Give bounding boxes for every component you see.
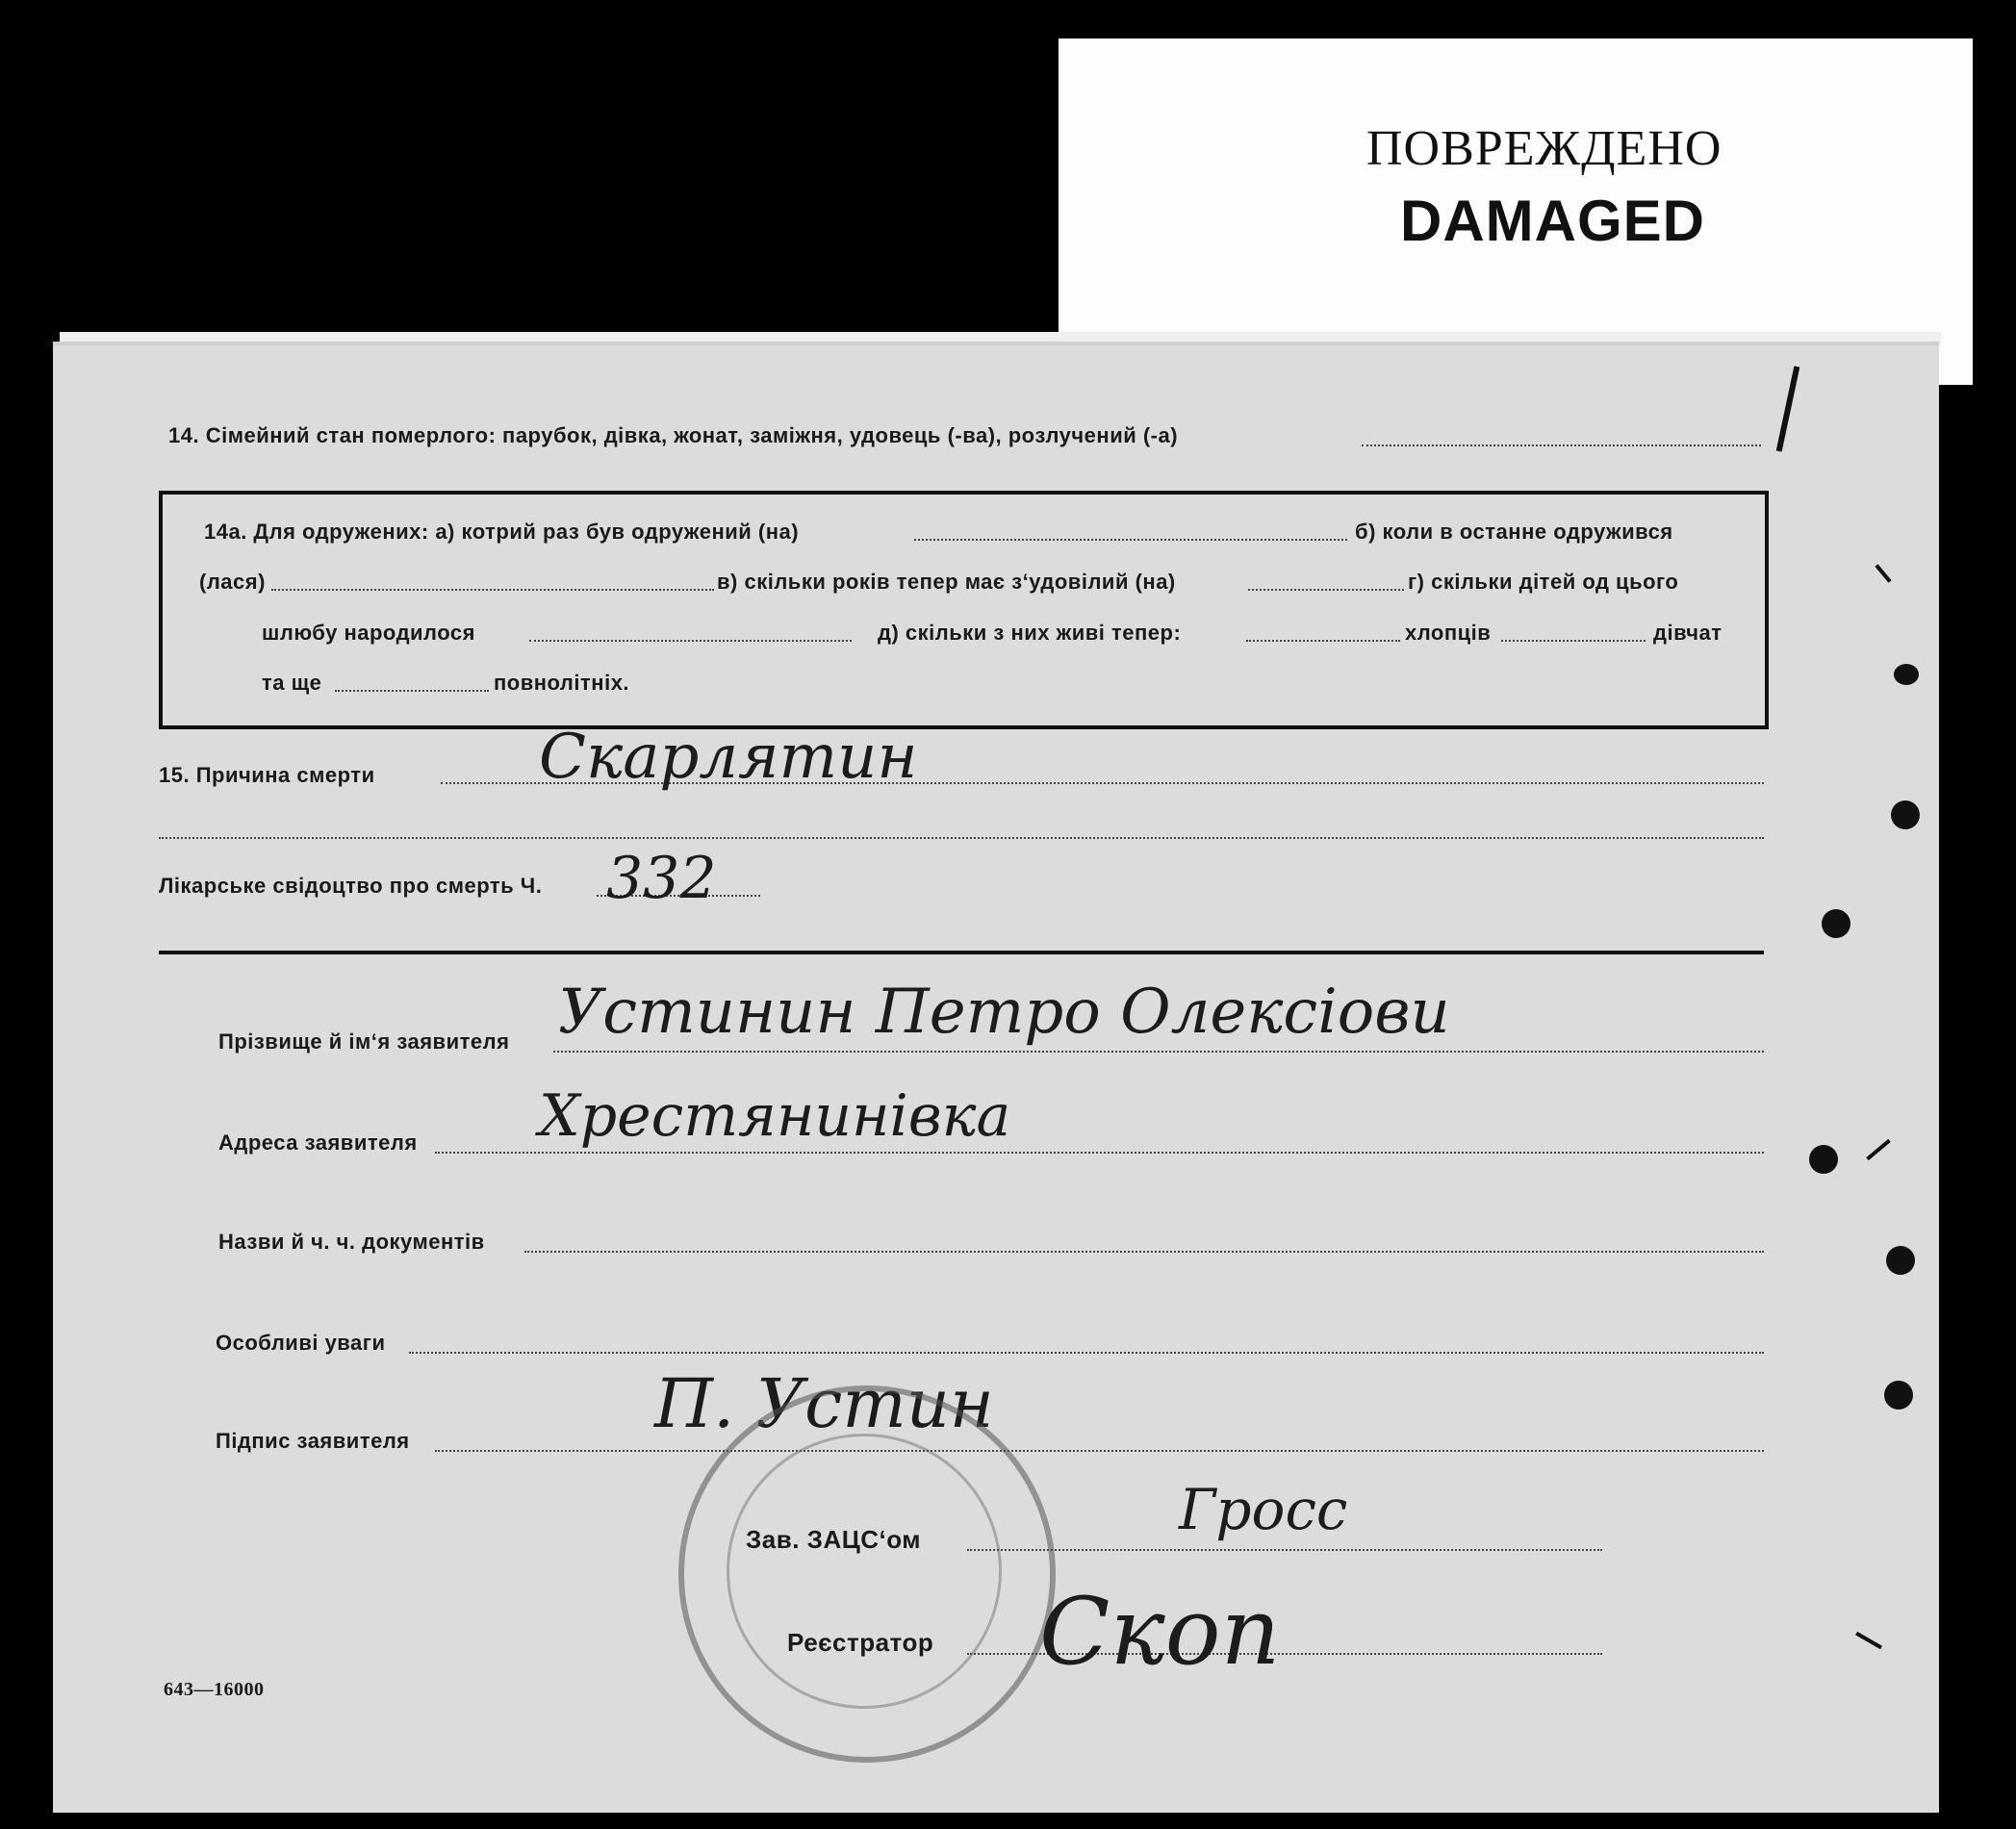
item14a-field-e <box>1246 640 1400 642</box>
applicant-address-label: Адреса заявителя <box>218 1130 418 1155</box>
item14a-field-a <box>914 539 1347 541</box>
item14a-line3-b: д) скільки з них живі тепер: <box>878 621 1182 645</box>
print-code: 643—16000 <box>164 1679 265 1700</box>
applicant-name-handwriting: Устинин Петро Олексіови <box>558 977 1450 1048</box>
applicant-signature-handwriting: П. Устин <box>654 1364 994 1443</box>
official-stamp-inner-ring <box>727 1434 1002 1709</box>
item14a-line4-a: та ще <box>262 671 322 695</box>
item15-line-2 <box>159 837 1764 839</box>
documents-label: Назви й ч. ч. документів <box>218 1230 485 1254</box>
item14a-field-b <box>271 589 714 591</box>
cause-handwriting: Скарлятин <box>539 722 918 793</box>
item14a-line2-b: в) скільки років тепер має з‘удовілий (на) <box>717 570 1176 594</box>
certificate-number-handwriting: 332 <box>606 845 717 912</box>
applicant-name-label: Прізвище й ім‘я заявителя <box>218 1029 510 1054</box>
section-divider <box>159 951 1764 954</box>
item15-label: 15. Причина смерти <box>159 763 375 787</box>
head-signature-line <box>967 1549 1602 1551</box>
item14a-line4-b: повнолітніх. <box>494 671 630 695</box>
registrar-label: Реєстратор <box>787 1628 934 1657</box>
binding-hole <box>1891 800 1920 829</box>
item14a-line1-b: б) коли в останне одружився <box>1355 520 1673 544</box>
head-label: Зав. ЗАЦС‘ом <box>746 1525 922 1554</box>
notes-line <box>409 1352 1764 1354</box>
binding-hole <box>1822 909 1850 938</box>
head-signature-handwriting: Гросс <box>1179 1477 1348 1542</box>
registrar-signature-handwriting: Скоп <box>1039 1578 1281 1686</box>
item14a-line3-d: дівчат <box>1653 621 1723 645</box>
item14a-line2-a: (лася) <box>199 570 266 594</box>
binding-hole <box>1809 1145 1838 1174</box>
damage-label-ua: ПОВРЕЖДЕНО <box>1366 121 1723 176</box>
item14a-line2-c: г) скільки дітей од цього <box>1408 570 1679 594</box>
applicant-address-handwriting: Хрестянинівка <box>539 1082 1011 1150</box>
binding-hole <box>1886 1246 1915 1275</box>
documents-line <box>524 1251 1764 1253</box>
item14a-field-g <box>335 690 489 692</box>
item14a-field-f <box>1501 640 1646 642</box>
item14-text: 14. Сімейний стан померлого: парубок, дівка, жонат, заміжня, удовець (-ва), розлучений (-а) <box>168 423 1179 447</box>
item14a-line3-c: хлопців <box>1405 621 1492 645</box>
item14a-field-c <box>1248 589 1404 591</box>
signature-label: Підпис заявителя <box>216 1429 410 1453</box>
applicant-address-line <box>435 1152 1764 1154</box>
applicant-name-line <box>553 1051 1764 1053</box>
item14-line <box>1362 445 1761 446</box>
binding-hole <box>1894 664 1919 685</box>
notes-label: Особливі уваги <box>216 1331 386 1355</box>
damage-label-en: DAMAGED <box>1400 189 1705 253</box>
item14a-field-d <box>529 640 852 642</box>
binding-hole <box>1884 1381 1913 1410</box>
signature-line <box>435 1450 1764 1452</box>
item14a-line3-a: шлюбу народилося <box>262 621 475 645</box>
certificate-label: Лікарське свідоцтво про смерть Ч. <box>159 874 543 898</box>
item14a-line1-a: 14а. Для одружених: а) котрий раз був одружений (на) <box>204 520 800 544</box>
